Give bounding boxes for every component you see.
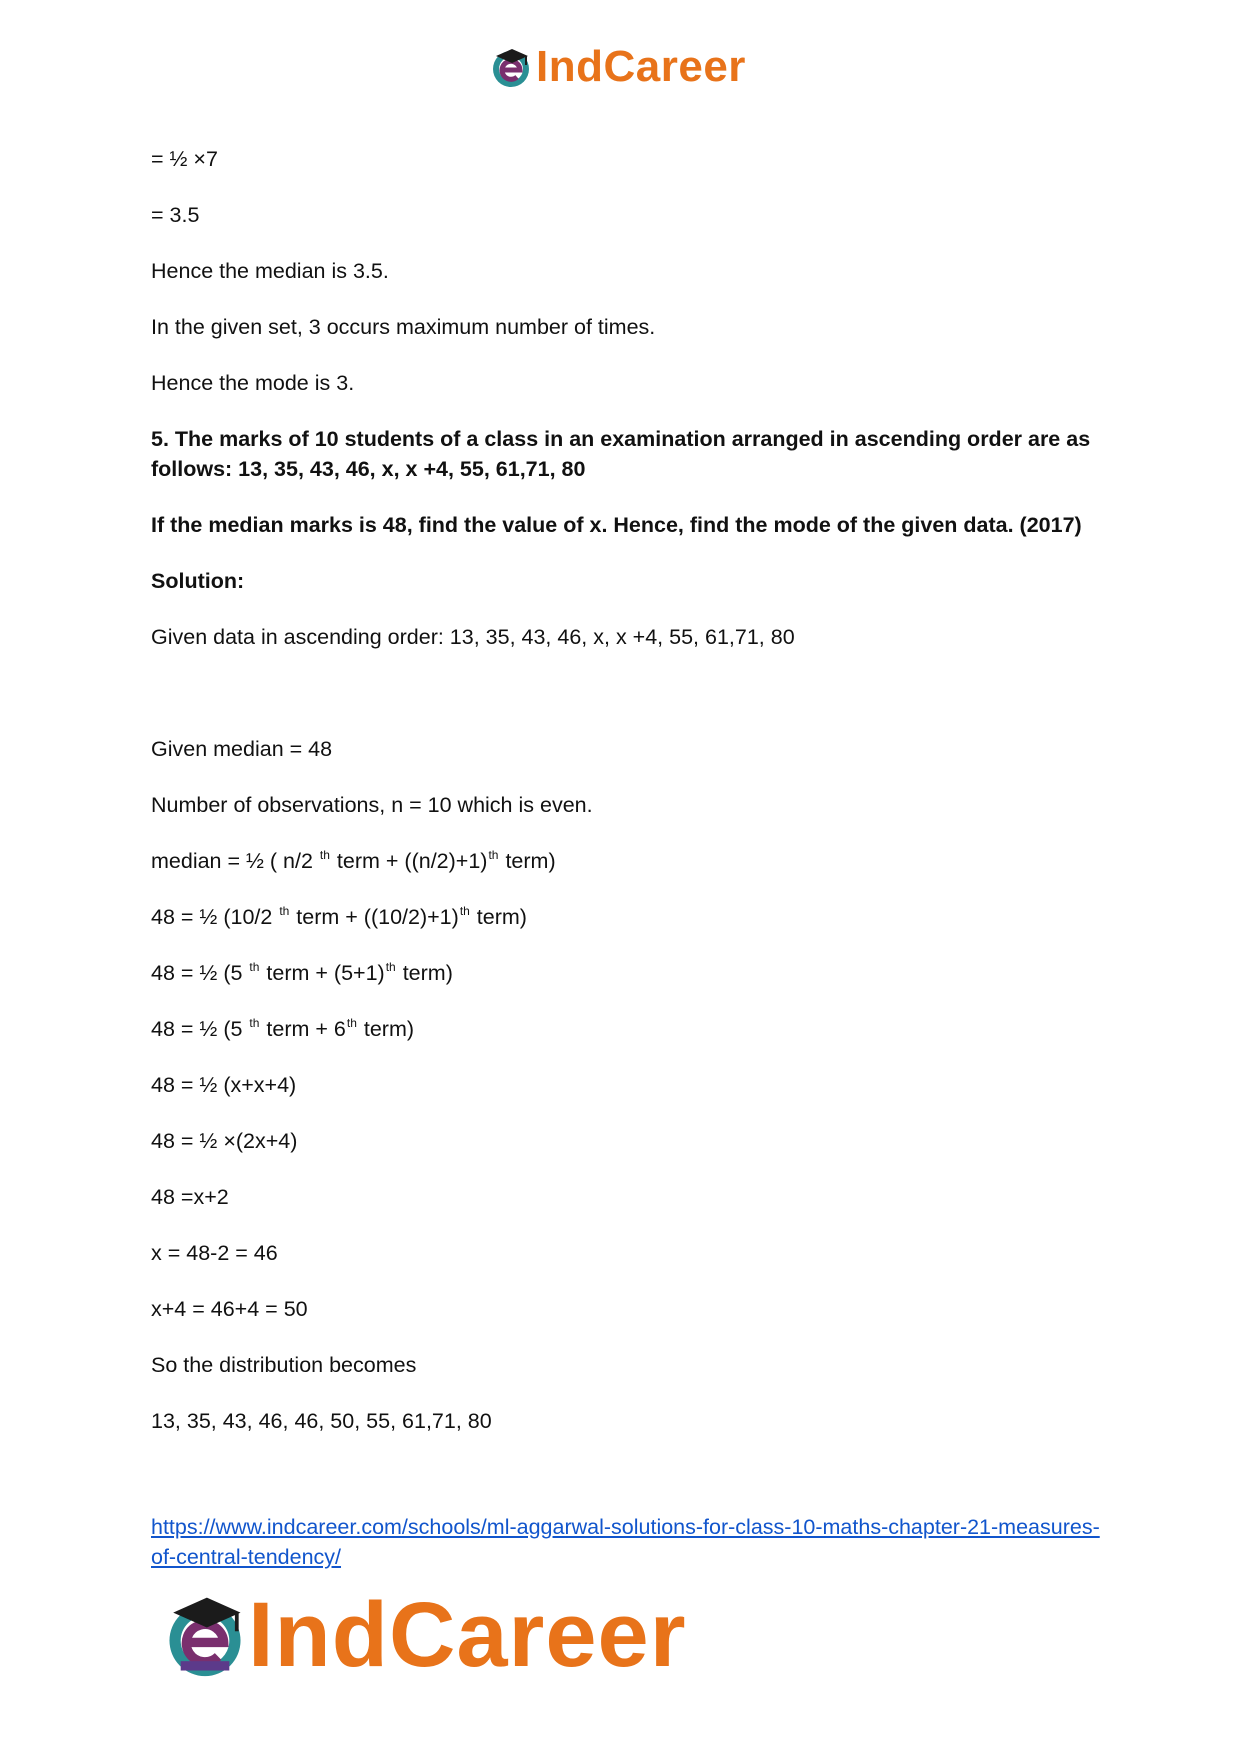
footer-logo <box>162 1585 687 1685</box>
footer-brand-text: IndCareer <box>248 1583 687 1686</box>
distribution-values: 13, 35, 43, 46, 46, 50, 55, 61,71, 80 <box>151 1409 492 1433</box>
superscript: th <box>319 848 330 862</box>
header-brand-text: IndCareer <box>536 42 746 91</box>
document-body <box>151 144 1101 1462</box>
formula-part: term + (5+1) <box>260 961 385 985</box>
given-data-line: Given data in ascending order: 13, 35, 43, 46, x, x +4, 55, 61,71, 80 <box>151 625 795 649</box>
superscript: th <box>249 1016 260 1030</box>
superscript: th <box>346 1016 357 1030</box>
step-line: 48 = ½ ×(2x+4) <box>151 1129 298 1153</box>
formula-part: 48 = ½ (10/2 <box>151 905 279 929</box>
step-line <box>151 1014 1101 1044</box>
solution-heading: Solution: <box>151 569 245 593</box>
step-line: x+4 = 46+4 = 50 <box>151 1297 308 1321</box>
graduation-cap-e-icon <box>162 1590 248 1680</box>
step-line <box>151 902 1101 932</box>
formula-part: term + 6 <box>260 1017 346 1041</box>
superscript: th <box>459 904 470 918</box>
step-line: 48 =x+2 <box>151 1185 229 1209</box>
formula-part: term) <box>396 961 453 985</box>
observations-line: Number of observations, n = 10 which is even. <box>151 793 593 817</box>
step-line <box>151 958 1101 988</box>
step-line: x = 48-2 = 46 <box>151 1241 278 1265</box>
superscript: th <box>249 960 260 974</box>
graduation-cap-e-icon <box>488 44 534 90</box>
question-text: 5. The marks of 10 students of a class in an examination arranged in ascending order are as follows: 13, 35, 43, 46, x, x +4, 55, 61,71, 80 <box>151 427 1091 481</box>
distribution-label: So the distribution becomes <box>151 1353 417 1377</box>
text-line: In the given set, 3 occurs maximum number of times. <box>151 315 656 339</box>
text-line: = 3.5 <box>151 203 200 227</box>
text-line: Hence the mode is 3. <box>151 371 355 395</box>
step-line: 48 = ½ (x+x+4) <box>151 1073 297 1097</box>
source-link[interactable]: https://www.indcareer.com/schools/ml-aggarwal-solutions-for-class-10-maths-chapter-21-measures-of-central-tendency/ <box>151 1515 1100 1569</box>
formula-part: 48 = ½ (5 <box>151 1017 249 1041</box>
formula-part: 48 = ½ (5 <box>151 961 249 985</box>
formula-part: term + ((n/2)+1) <box>330 849 488 873</box>
formula-part: term) <box>499 849 556 873</box>
text-line: Hence the median is 3.5. <box>151 259 389 283</box>
superscript: th <box>488 848 499 862</box>
formula-part: term) <box>470 905 527 929</box>
formula-part: term + ((10/2)+1) <box>290 905 459 929</box>
superscript: th <box>279 904 290 918</box>
superscript: th <box>385 960 396 974</box>
formula-part: term) <box>357 1017 415 1041</box>
blank-space <box>151 678 1101 734</box>
median-formula <box>151 846 1101 876</box>
header-logo <box>488 42 746 92</box>
formula-part: median = ½ ( n/2 <box>151 849 319 873</box>
text-line: = ½ ×7 <box>151 147 218 171</box>
given-median-line: Given median = 48 <box>151 737 333 761</box>
question-text-part2: If the median marks is 48, find the value of x. Hence, find the mode of the given data. (2017) <box>151 513 1082 537</box>
